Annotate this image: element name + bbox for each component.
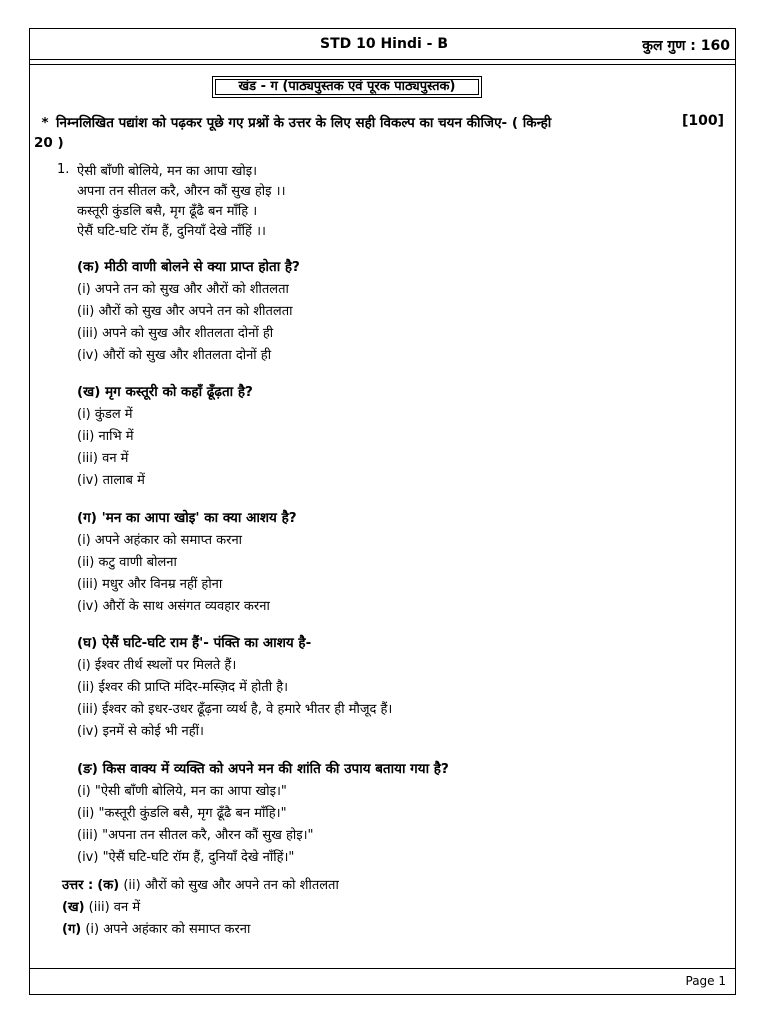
question-label: (ग) 'मन का आपा खोइ' का क्या आशय है? xyxy=(77,510,297,526)
option: (i) अपने तन को सुख और औरों को शीतलता xyxy=(77,282,289,297)
answer-row xyxy=(62,919,339,941)
document-title: STD 10 Hindi - B xyxy=(319,36,449,52)
option: (iv) तालाब में xyxy=(77,473,145,488)
answer-row xyxy=(62,897,339,919)
instruction-line-1: निम्नलिखित पद्यांश को पढ़कर पूछे गए प्रश्नों के उत्तर के लिए सही विकल्प का चयन कीजिए- ( किन्ही xyxy=(56,115,552,131)
question-block xyxy=(77,632,392,743)
option: (iii) अपने को सुख और शीतलता दोनों ही xyxy=(77,326,274,341)
header-divider-double xyxy=(29,64,736,65)
option: (iii) वन में xyxy=(77,451,129,466)
question-block xyxy=(77,381,253,492)
question-number: 1. xyxy=(57,162,70,177)
option: (ii) कटु वाणी बोलना xyxy=(77,555,177,570)
star-bullet: * xyxy=(41,115,49,131)
question-block xyxy=(77,758,449,869)
option: (iv) औरों को सुख और शीतलता दोनों ही xyxy=(77,348,272,363)
option: (iv) इनमें से कोई भी नहीं। xyxy=(77,724,204,739)
option: (iii) ईश्वर को इधर-उधर ढूँढ़ना व्यर्थ है, वे हमारे भीतर ही मौजूद हैं। xyxy=(77,702,393,717)
poem-line: अपना तन सीतल करै, औरन कौं सुख होइ ।। xyxy=(77,184,286,199)
answer-key xyxy=(62,875,339,941)
option: (ii) "कस्तूरी कुंडलि बसै, मृग ढूँढै बन माँहि।" xyxy=(77,806,287,821)
option: (ii) औरों को सुख और अपने तन को शीतलता xyxy=(77,304,293,319)
option: (i) अपने अहंकार को समाप्त करना xyxy=(77,533,243,548)
instruction-line-2: 20 ) xyxy=(34,135,64,151)
answer-row xyxy=(62,875,339,897)
question-label: (ख) मृग कस्तूरी को कहाँ ढूँढ़ता है? xyxy=(77,384,253,400)
option: (i) कुंडल में xyxy=(77,407,133,422)
answer-label: (ग) xyxy=(62,922,82,937)
instruction xyxy=(34,113,644,153)
poem-line: ऐसैं घटि-घटि रॉम हैं, दुनियाँ देखे नाँहिं ।। xyxy=(77,224,266,239)
option: (i) "ऐसी बाँणी बोलिये, मन का आपा खोइ।" xyxy=(77,784,287,799)
header-divider xyxy=(29,59,736,60)
answer-prefix: उत्तर : xyxy=(62,878,94,893)
poem-line: ऐसी बाँणी बोलिये, मन का आपा खोइ। xyxy=(77,164,258,179)
question-label: (ङ) किस वाक्य में व्यक्ति को अपने मन की शांति की उपाय बताया गया है? xyxy=(77,761,449,777)
footer-divider xyxy=(29,968,736,969)
option: (iii) मधुर और विनम्र नहीं होना xyxy=(77,577,223,592)
section-title: खंड - ग (पाठ्यपुस्तक एवं पूरक पाठ्यपुस्तक) xyxy=(212,76,482,98)
question-block xyxy=(77,256,300,367)
poem-line: कस्तूरी कुंडलि बसै, मृग ढूँढै बन माँहि । xyxy=(77,204,258,219)
answer-text: (iii) वन में xyxy=(88,900,141,915)
question-label: (क) मीठी वाणी बोलने से क्या प्राप्त होता है? xyxy=(77,259,300,275)
option: (iii) "अपना तन सीतल करै, औरन कौं सुख होइ।" xyxy=(77,828,314,843)
instruction-marks: [100] xyxy=(681,113,724,129)
option: (ii) ईश्वर की प्राप्ति मंदिर-मस्ज़िद में होती है। xyxy=(77,680,289,695)
poem xyxy=(77,162,286,242)
question-block xyxy=(77,507,297,618)
answer-label: (ख) xyxy=(62,900,85,915)
option: (iv) औरों के साथ असंगत व्यवहार करना xyxy=(77,599,270,614)
answer-text: (ii) औरों को सुख और अपने तन को शीतलता xyxy=(123,878,339,893)
option: (i) ईश्वर तीर्थ स्थलों पर मिलते हैं। xyxy=(77,658,237,673)
page-number: Page 1 xyxy=(685,974,726,988)
answer-text: (i) अपने अहंकार को समाप्त करना xyxy=(85,922,251,937)
option: (iv) "ऐसैं घटि-घटि रॉम हैं, दुनियाँ देखे नाँहिं।" xyxy=(77,850,295,865)
option: (ii) नाभि में xyxy=(77,429,134,444)
total-marks: कुल गुण : 160 xyxy=(642,38,730,54)
question-label: (घ) ऐसैं घटि-घटि राम हैं'- पंक्ति का आशय है- xyxy=(77,635,312,651)
answer-label: (क) xyxy=(97,878,120,893)
